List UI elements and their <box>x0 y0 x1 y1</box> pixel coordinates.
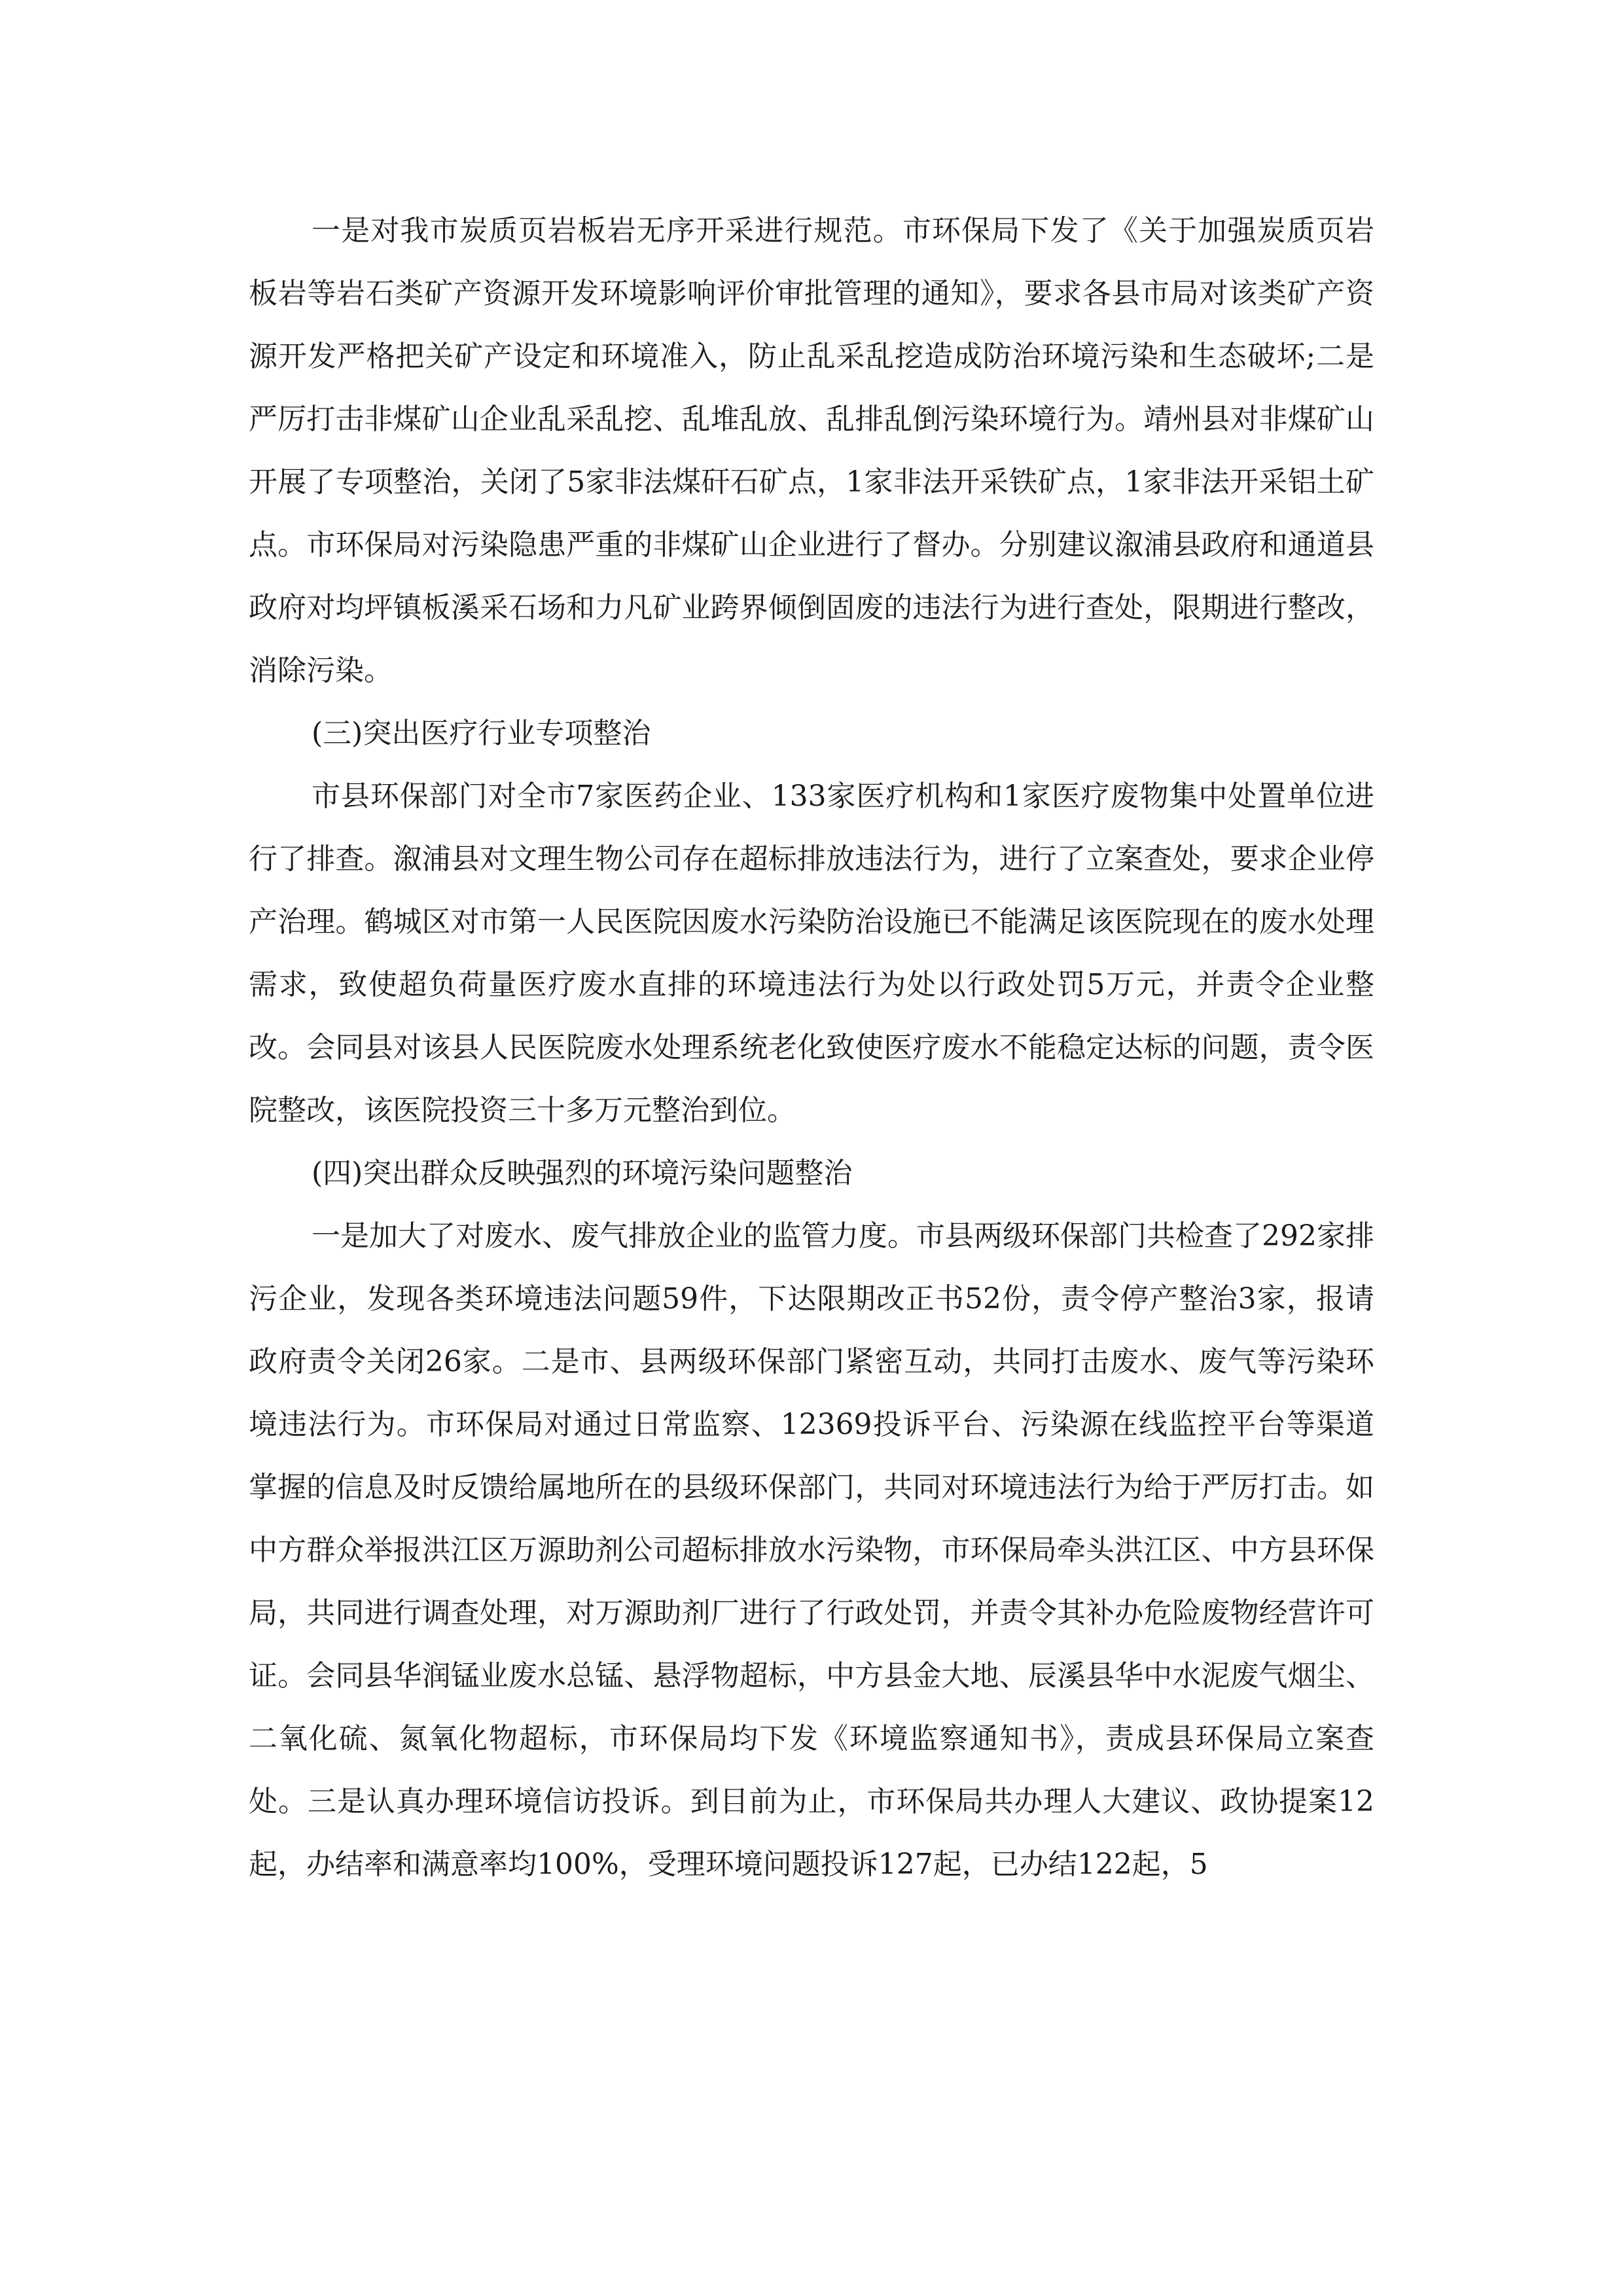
section-heading-public-complaints: (四)突出群众反映强烈的环境污染问题整治 <box>312 1157 853 1190</box>
document-body <box>249 200 1374 1896</box>
paragraph-medical-rectification: 市县环保部门对全市7家医药企业、133家医疗机构和1家医疗废物集中处置单位进行了排查。溆浦县对文理生物公司存在超标排放违法行为，进行了立案查处，要求企业停产治理。鹤城区对市第一人民医院因废水污染防治设施已不能满足该医院现在的废水处理需求，致使超负荷量医疗废水直排的环境违法行为处以行政处罚5万元，并责令企业整改。会同县对该县人民医院废水处理系统老化致使医疗废水不能稳定达标的问题，责令医院整改，该医院投资三十多万元整治到位。 <box>249 780 1374 1127</box>
paragraph-shale-regulation: 一是对我市炭质页岩板岩无序开采进行规范。市环保局下发了《关于加强炭质页岩板岩等岩石类矿产资源开发环境影响评价审批管理的通知》，要求各县市局对该类矿产资源开发严格把关矿产设定和环境准入，防止乱采乱挖造成防治环境污染和生态破坏;二是严厉打击非煤矿山企业乱采乱挖、乱堆乱放、乱排乱倒污染环境行为。靖州县对非煤矿山开展了专项整治，关闭了5家非法煤矸石矿点，1家非法开采铁矿点，1家非法开采铝土矿点。市环保局对污染隐患严重的非煤矿山企业进行了督办。分别建议溆浦县政府和通道县政府对均坪镇板溪采石场和力凡矿业跨界倾倒固废的违法行为进行查处，限期进行整改，消除污染。 <box>249 214 1374 687</box>
section-heading-medical: (三)突出医疗行业专项整治 <box>312 717 651 750</box>
paragraph-pollution-enforcement: 一是加大了对废水、废气排放企业的监管力度。市县两级环保部门共检查了292家排污企业，发现各类环境违法问题59件，下达限期改正书52份，责令停产整治3家，报请政府责令关闭26家。二是市、县两级环保部门紧密互动，共同打击废水、废气等污染环境违法行为。市环保局对通过日常监察、12369投诉平台、污染源在线监控平台等渠道掌握的信息及时反馈给属地所在的县级环保部门，共同对环境违法行为给于严厉打击。如中方群众举报洪江区万源助剂公司超标排放水污染物，市环保局牵头洪江区、中方县环保局，共同进行调查处理，对万源助剂厂进行了行政处罚，并责令其补办危险废物经营许可证。会同县华润锰业废水总锰、悬浮物超标，中方县金大地、辰溪县华中水泥废气烟尘、二氧化硫、氮氧化物超标，市环保局均下发《环境监察通知书》，责成县环保局立案查处。三是认真办理环境信访投诉。到目前为止，市环保局共办理人大建议、政协提案12起，办结率和满意率均100%，受理环境问题投诉127起，已办结122起，5 <box>249 1219 1374 1881</box>
